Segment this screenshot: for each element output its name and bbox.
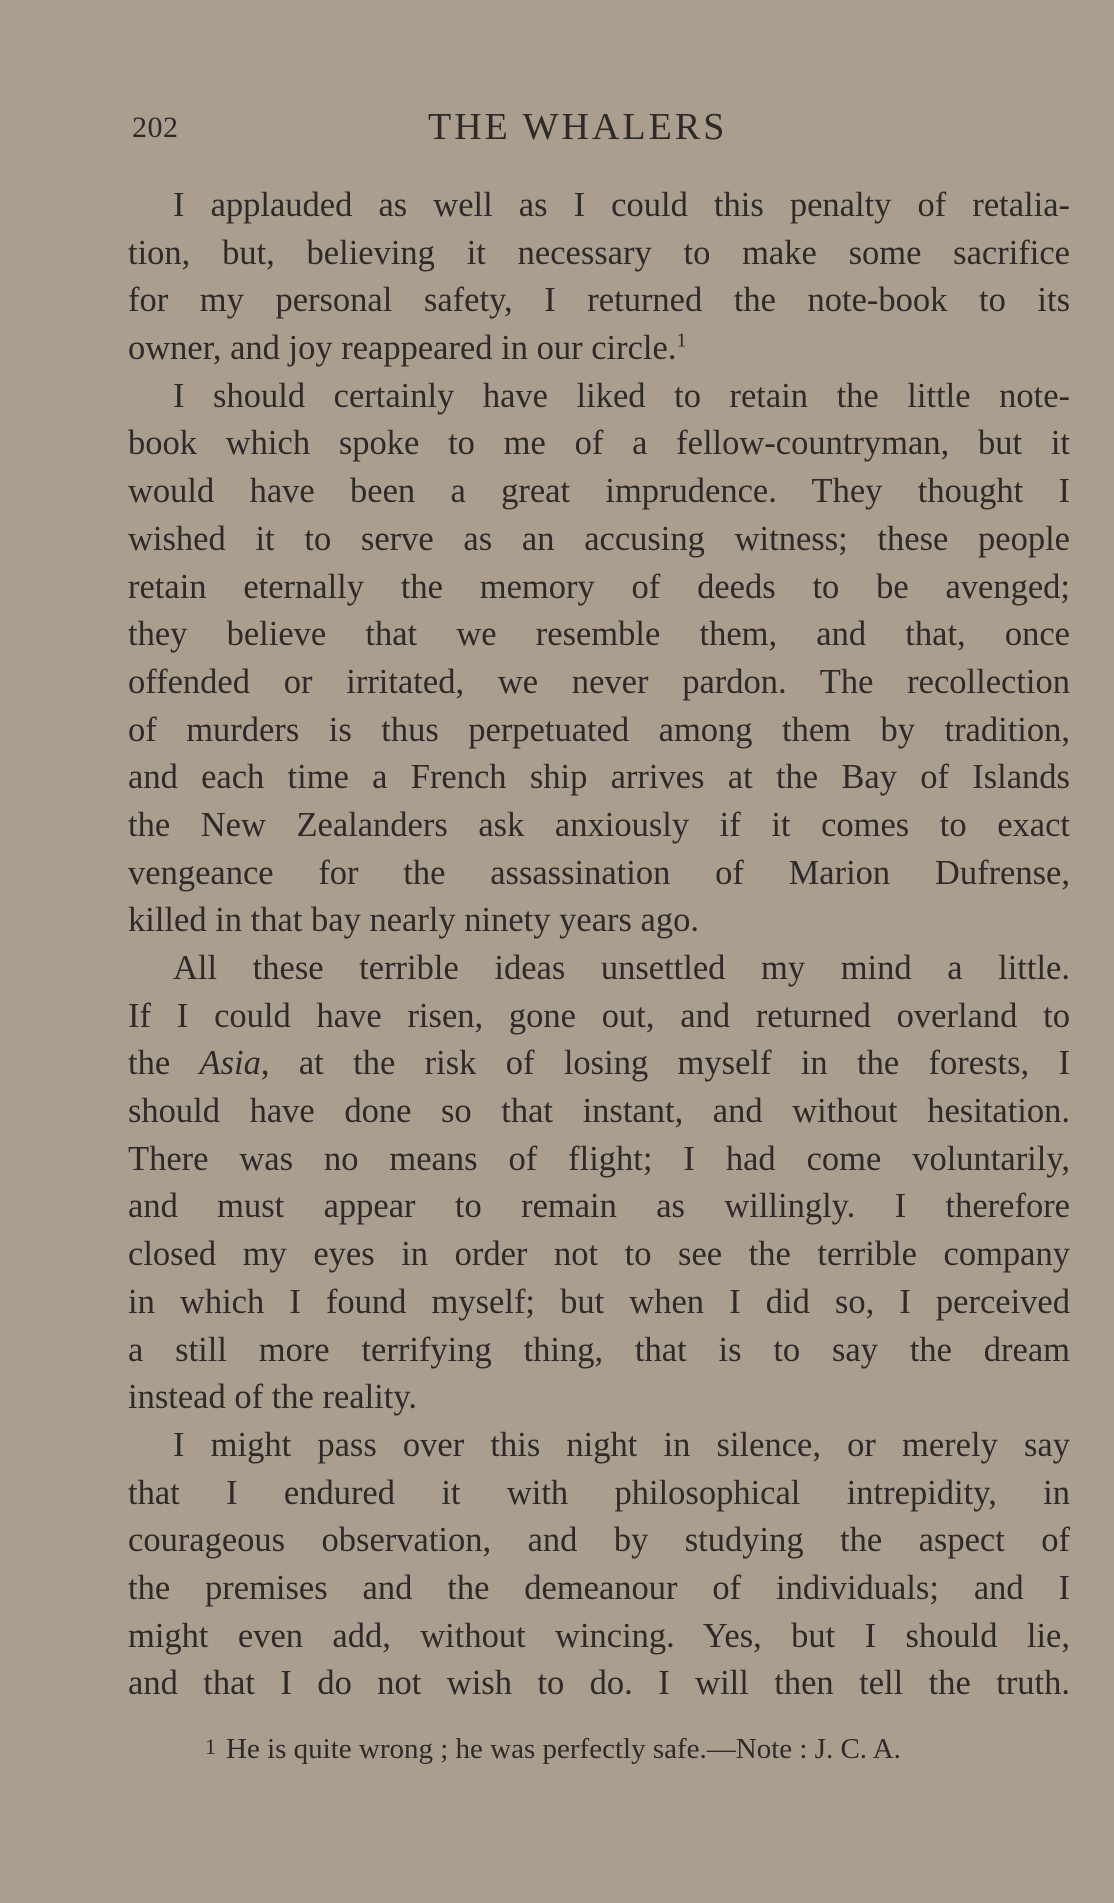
text-line: for my personal safety, I returned the note-book to its (128, 281, 1070, 320)
text-line: I might pass over this night in silence, or merely say (173, 1425, 1070, 1464)
text-line: would have been a great imprudence. They thought I (128, 472, 1070, 511)
body-text (128, 182, 1070, 1708)
text-line: There was no means of flight; I had come voluntarily, (128, 1139, 1070, 1178)
text-line: a still more terrifying thing, that is to say the dream (128, 1330, 1070, 1369)
text-line: they believe that we resemble them, and that, once (128, 615, 1070, 654)
footnote-number: 1 (205, 1734, 216, 1759)
text-line: wished it to serve as an accusing witness; these people (128, 519, 1070, 558)
footnote (205, 1727, 901, 1769)
text-line (128, 1040, 1070, 1088)
text-line: I should certainly have liked to retain the little note- (173, 376, 1070, 415)
text-line: instead of the reality. (128, 1378, 417, 1417)
paragraph-4 (128, 1422, 1070, 1708)
ship-name: Asia (199, 1044, 261, 1083)
footnote-marker: 1 (676, 329, 687, 352)
page-number: 202 (132, 111, 179, 144)
text-line: book which spoke to me of a fellow-countryman, but it (128, 424, 1070, 463)
text-line: that I endured it with philosophical intrepidity, in (128, 1473, 1070, 1512)
paragraph-1 (128, 182, 1070, 373)
text-line: and each time a French ship arrives at the Bay of Islands (128, 758, 1070, 797)
paragraph-2 (128, 373, 1070, 945)
paragraph-3 (128, 945, 1070, 1422)
text-line: of murders is thus perpetuated among them by tradition, (128, 710, 1070, 749)
text-line: closed my eyes in order not to see the terrible company (128, 1235, 1070, 1274)
text-line: in which I found myself; but when I did so, I perceived (128, 1282, 1070, 1321)
text-line: killed in that bay nearly ninety years ago. (128, 901, 699, 940)
text-line: the premises and the demeanour of individuals; and I (128, 1568, 1070, 1607)
footnote-text: He is quite wrong ; he was perfectly safe.—Note : J. C. A. (226, 1733, 901, 1765)
text-fragment: , at the risk of losing myself in the forests, I (260, 1044, 1070, 1083)
running-title: THE WHALERS (428, 106, 728, 148)
text-line: the New Zealanders ask anxiously if it comes to exact (128, 805, 1070, 844)
text-line: should have done so that instant, and without hesitation. (128, 1092, 1070, 1131)
text-line: All these terrible ideas unsettled my mind a little. (173, 949, 1070, 987)
text-line: offended or irritated, we never pardon. The recollection (128, 662, 1070, 701)
text-line: and that I do not wish to do. I will then tell the truth. (128, 1664, 1070, 1703)
text-line: might even add, without wincing. Yes, but I should lie, (128, 1616, 1070, 1655)
text-line: I applauded as well as I could this penalty of retalia- (173, 186, 1070, 224)
text-line: and must appear to remain as willingly. I therefore (128, 1187, 1070, 1226)
text-line: If I could have risen, gone out, and returned overland to (128, 996, 1070, 1035)
text-line (128, 325, 1070, 373)
text-line: courageous observation, and by studying the aspect of (128, 1521, 1070, 1560)
text-line-content: owner, and joy reappeared in our circle. (128, 329, 677, 368)
text-fragment: the (128, 1044, 200, 1083)
text-line: retain eternally the memory of deeds to be avenged; (128, 567, 1070, 606)
text-line: tion, but, believing it necessary to make some sacrifice (128, 233, 1070, 272)
text-line: vengeance for the assassination of Marion Dufrense, (128, 853, 1070, 892)
